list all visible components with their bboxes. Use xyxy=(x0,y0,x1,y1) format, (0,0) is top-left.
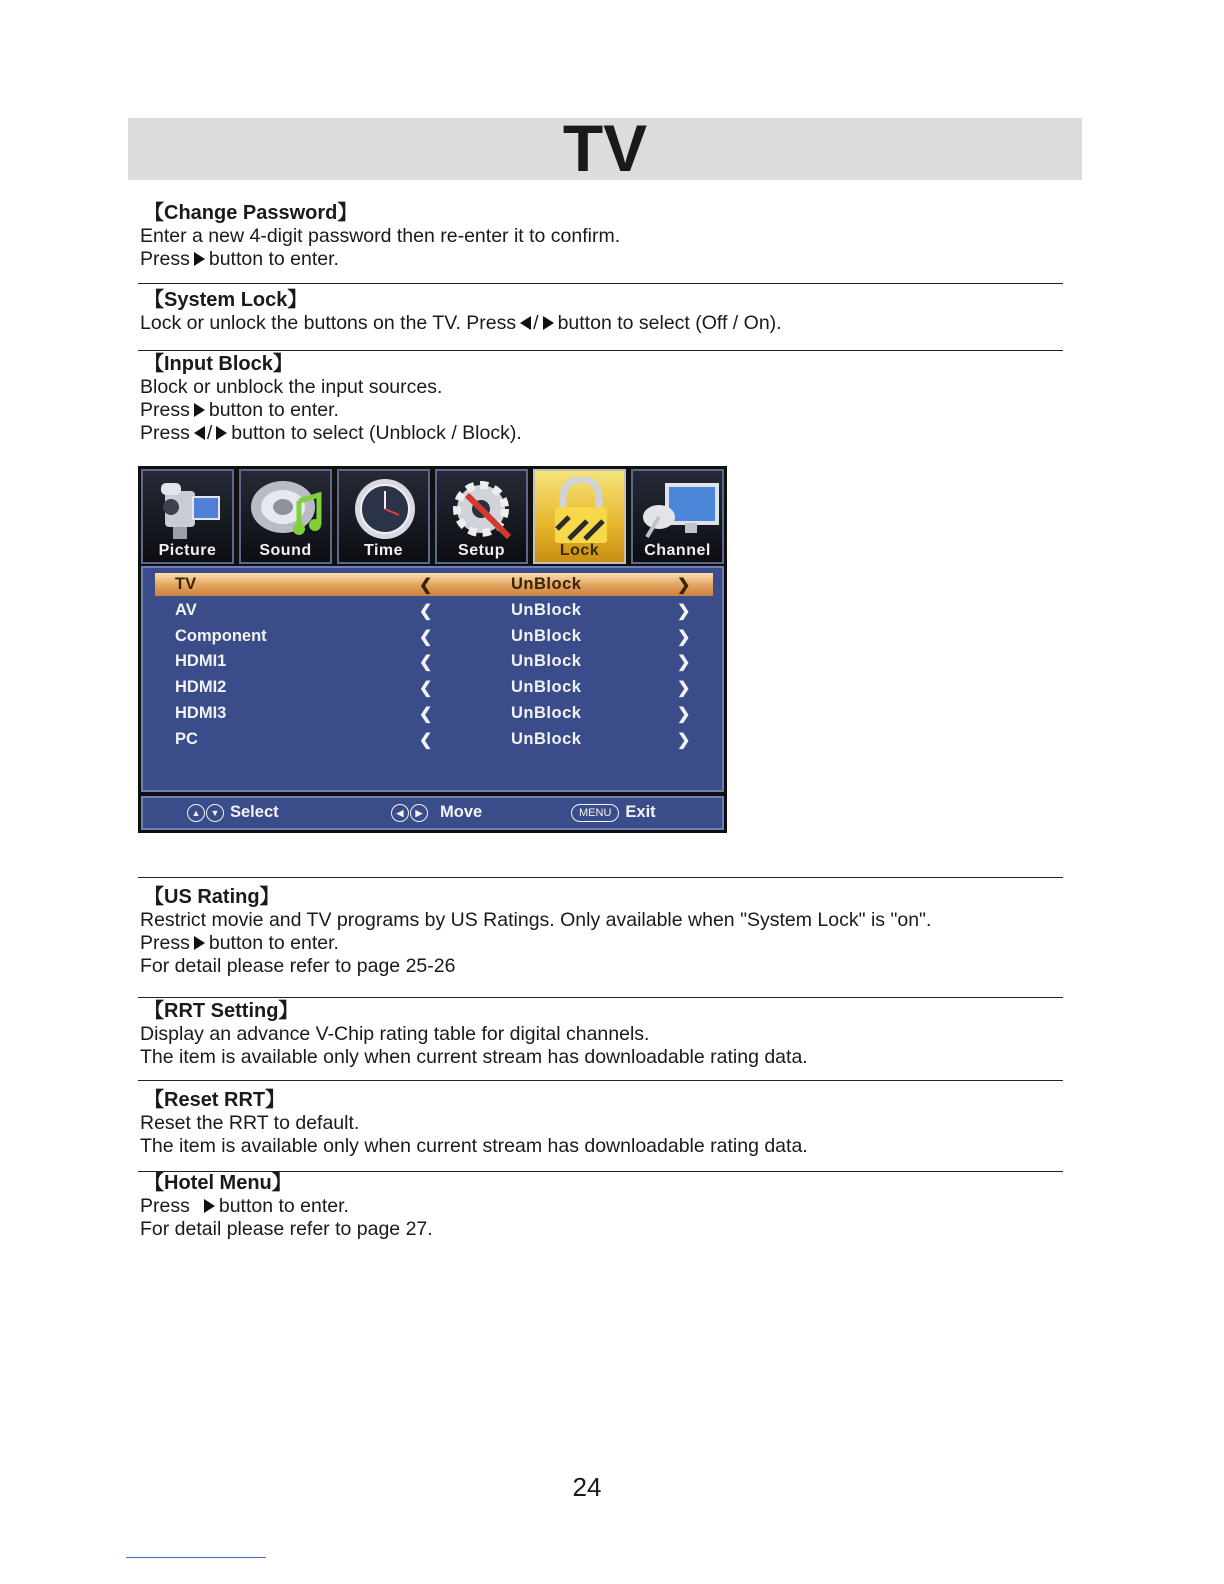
section-text: Press button to enter. xyxy=(140,932,339,954)
section-change-password xyxy=(140,201,1064,271)
section-text: Press button to enter. xyxy=(140,399,339,421)
page-title: TV xyxy=(562,111,648,185)
chevron-right-icon[interactable]: ❯ xyxy=(677,577,691,594)
section-system-lock xyxy=(140,288,1064,335)
menu-row-hdmi2[interactable]: HDMI2 ❮ UnBlock ❯ xyxy=(175,678,691,697)
left-button-icon: ◀ xyxy=(391,804,409,822)
tab-label: Lock xyxy=(559,542,600,559)
menu-key-icon: MENU xyxy=(571,804,619,822)
chevron-left-icon[interactable]: ❮ xyxy=(419,680,433,697)
chevron-right-icon[interactable]: ❯ xyxy=(677,629,691,646)
hint-move: ◀ ▶ Move xyxy=(391,803,482,822)
section-heading: 【Input Block】 xyxy=(144,353,293,375)
section-text: Display an advance V-Chip rating table for digital channels. xyxy=(140,1023,650,1045)
right-arrow-icon xyxy=(194,403,205,417)
tab-label: Picture xyxy=(158,542,217,559)
menu-row-pc[interactable]: PC ❮ UnBlock ❯ xyxy=(175,730,691,749)
tab-label: Time xyxy=(363,542,404,559)
left-arrow-icon xyxy=(194,426,205,440)
camera-icon xyxy=(143,477,234,545)
section-rrt-setting xyxy=(140,999,1064,1069)
tab-setup[interactable] xyxy=(435,469,528,564)
chevron-right-icon[interactable]: ❯ xyxy=(677,706,691,723)
menu-row-hdmi1[interactable]: HDMI1 ❮ UnBlock ❯ xyxy=(175,652,691,671)
menu-row-tv[interactable]: TV ❮ UnBlock ❯ xyxy=(155,573,713,596)
section-text: Reset the RRT to default. xyxy=(140,1112,360,1134)
section-reset-rrt xyxy=(140,1088,1064,1158)
section-text: For detail please refer to page 25-26 xyxy=(140,955,456,977)
tab-label: Sound xyxy=(259,542,312,559)
section-heading: 【Hotel Menu】 xyxy=(144,1172,292,1194)
clock-icon xyxy=(339,477,430,545)
chevron-left-icon[interactable]: ❮ xyxy=(419,629,433,646)
right-arrow-icon xyxy=(194,936,205,950)
satellite-monitor-icon xyxy=(633,477,724,545)
right-arrow-icon xyxy=(194,252,205,266)
osd-menu-panel xyxy=(141,566,724,792)
divider xyxy=(138,283,1063,284)
tab-label: Setup xyxy=(458,542,505,559)
section-heading: 【Reset RRT】 xyxy=(144,1089,286,1111)
divider xyxy=(138,1080,1063,1081)
hint-select: ▲ ▼ Select xyxy=(187,803,279,822)
chevron-right-icon[interactable]: ❯ xyxy=(677,732,691,749)
tab-channel[interactable] xyxy=(631,469,724,564)
chevron-left-icon[interactable]: ❮ xyxy=(419,732,433,749)
speaker-icon xyxy=(241,477,332,545)
divider xyxy=(138,877,1063,878)
section-text: The item is available only when current stream has downloadable rating data. xyxy=(140,1135,808,1157)
lock-icon xyxy=(535,477,626,545)
chevron-right-icon[interactable]: ❯ xyxy=(677,603,691,620)
tab-label: Channel xyxy=(644,542,711,559)
divider xyxy=(138,350,1063,351)
divider xyxy=(138,997,1063,998)
section-text: The item is available only when current stream has downloadable rating data. xyxy=(140,1046,808,1068)
section-text: Press button to enter. xyxy=(140,1195,349,1217)
osd-tab-bar xyxy=(141,469,724,565)
menu-row-hdmi3[interactable]: HDMI3 ❮ UnBlock ❯ xyxy=(175,704,691,723)
section-text: For detail please refer to page 27. xyxy=(140,1218,433,1240)
section-heading: 【System Lock】 xyxy=(144,289,308,311)
chevron-left-icon[interactable]: ❮ xyxy=(419,603,433,620)
section-heading: 【Change Password】 xyxy=(144,202,358,224)
menu-row-av[interactable]: AV ❮ UnBlock ❯ xyxy=(175,601,691,620)
section-heading: 【RRT Setting】 xyxy=(144,1000,299,1022)
osd-footer-bar xyxy=(141,796,724,830)
section-text: Lock or unlock the buttons on the TV. Press / button to select (Off / On). xyxy=(140,312,782,334)
chevron-right-icon[interactable]: ❯ xyxy=(677,680,691,697)
left-arrow-icon xyxy=(520,316,531,330)
osd-lock-menu xyxy=(138,466,727,833)
tab-sound[interactable] xyxy=(239,469,332,564)
tab-picture[interactable] xyxy=(141,469,234,564)
chevron-right-icon[interactable]: ❯ xyxy=(677,654,691,671)
section-text: Enter a new 4-digit password then re-enter it to confirm. xyxy=(140,225,621,247)
chevron-left-icon[interactable]: ❮ xyxy=(419,577,433,594)
title-bar xyxy=(128,111,1082,185)
right-arrow-icon xyxy=(543,316,554,330)
section-heading: 【US Rating】 xyxy=(144,886,280,908)
up-button-icon: ▲ xyxy=(187,804,205,822)
section-input-block xyxy=(140,352,1064,445)
section-text: Press / button to select (Unblock / Block). xyxy=(140,422,522,444)
section-us-rating xyxy=(140,885,1064,978)
menu-row-component[interactable]: Component ❮ UnBlock ❯ xyxy=(175,627,691,646)
tab-time[interactable] xyxy=(337,469,430,564)
chevron-left-icon[interactable]: ❮ xyxy=(419,706,433,723)
section-text: Restrict movie and TV programs by US Ratings. Only available when "System Lock" is "on". xyxy=(140,909,932,931)
tab-lock[interactable] xyxy=(533,469,626,564)
page-number: 24 xyxy=(572,1472,602,1502)
right-arrow-icon xyxy=(216,426,227,440)
down-button-icon: ▼ xyxy=(206,804,224,822)
footer-line xyxy=(126,1557,266,1558)
section-text: Block or unblock the input sources. xyxy=(140,376,443,398)
hint-exit: MENU Exit xyxy=(571,803,656,822)
chevron-left-icon[interactable]: ❮ xyxy=(419,654,433,671)
section-text: Press button to enter. xyxy=(140,248,339,270)
right-button-icon: ▶ xyxy=(410,804,428,822)
gear-icon xyxy=(437,477,528,545)
right-arrow-icon xyxy=(204,1199,215,1213)
section-hotel-menu xyxy=(140,1171,1064,1241)
